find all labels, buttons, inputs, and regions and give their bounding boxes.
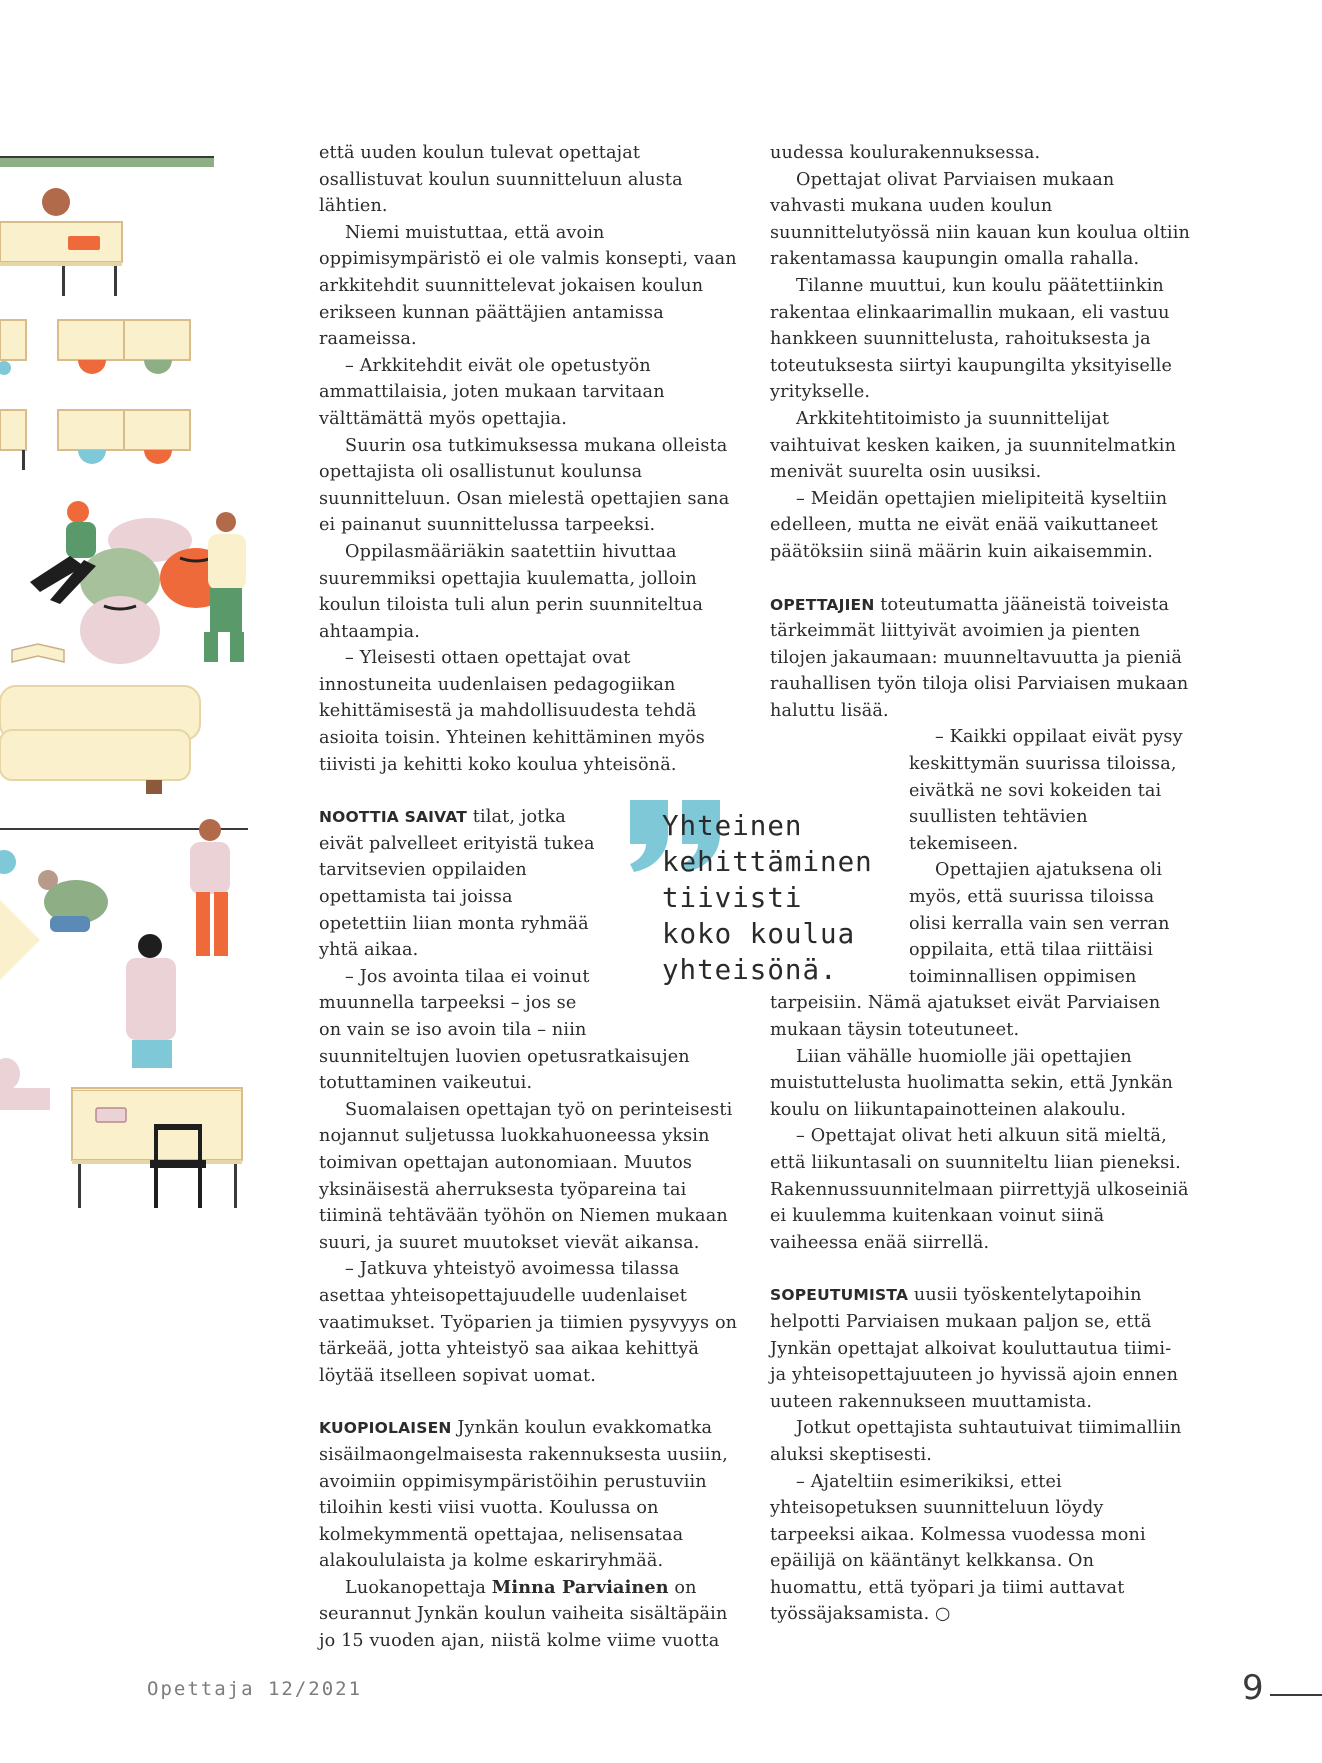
- desk: [0, 222, 122, 262]
- paragraph: Luokanopettaja Minna Parviainen on seurannut Jynkän koulun vaiheita sisältäpäin jo 15 vuoden ajan, niistä kolme viime vuotta: [319, 1576, 728, 1652]
- section-lead: NOOTTIA SAIVAT: [319, 808, 468, 827]
- publication-footer: Opettaja 12/2021: [147, 1678, 363, 1700]
- shelf-top: [0, 158, 214, 167]
- pull-quote-text: Yhteinen kehittäminen tiivisti koko koulua yhteisönä.: [662, 810, 873, 986]
- paragraph: Jotkut opettajista suhtautuivat tiimimalliin aluksi skeptisesti.: [770, 1418, 1182, 1465]
- paragraph: – Arkkitehdit eivät ole opetustyön ammattilaisia, joten mukaan tarvitaan välttämättä myös opettajia.: [319, 355, 665, 429]
- paragraph: – Yleisesti ottaen opettajat ovat innostuneita uudenlaisen pedagogiikan kehittämisestä ja mahdollisuudesta tehdä asioita toisin. Yhteinen kehittäminen myös tiivisti ja kehitti koko koulua yhteisönä.: [319, 648, 705, 775]
- paragraph: Opettajien ajatuksena oli myös, että suurissa tiloissa olisi kerralla vain sen verran oppilaita, että tilaa riittäisi toiminnallisen oppimisen tarpeisiin. Nämä ajatukset eivät Parviaisen mukaan täysin toteutuneet.: [770, 860, 1170, 1040]
- paragraph: – Jos avointa tilaa ei voinut muunnella tarpeeksi – jos se on vain se iso avoin tila – niin suunniteltujen luovien opetusratkaisujen totuttaminen vaikeutui.: [319, 966, 690, 1094]
- paragraph: Liian vähälle huomiolle jäi opettajien muistuttelusta huolimatta sekin, että Jynkän koulu on liikuntapainotteinen alakoulu.: [770, 1046, 1173, 1120]
- classroom-illustration: [0, 0, 260, 1110]
- section-lead: SOPEUTUMISTA: [770, 1286, 909, 1305]
- paragraph: Opettajat olivat Parviaisen mukaan vahvasti mukana uuden koulun suunnittelutyössä niin kauan kun koulua oltiin rakentamassa kaupungin omalla rahalla.: [770, 169, 1190, 270]
- paragraph: Arkkitehtitoimisto ja suunnittelijat vaihtuivat kesken kaiken, ja suunnitelmatkin menivät suurelta osin uusiksi.: [770, 408, 1177, 483]
- paragraph: OPETTAJIEN toteutumatta jääneistä toiveista tärkeimmät liittyivät avoimien ja pienten tilojen jakaumaan: muunneltavuutta ja pieniä rauhallisen työn tiloja olisi Parviaisen mukaan haluttu lisää.: [770, 594, 1189, 721]
- paragraph: KUOPIOLAISEN Jynkän koulun evakkomatka sisäilmaongelmaisesta rakennuksesta uusiin, avoimiin oppimisympäristöihin perustuviin tiloihin kesti viisi vuotta. Koulussa on kolmekymmentä opettajaa, nelisensataa alakoululaista ja kolme eskariryhmää.: [319, 1418, 728, 1572]
- paragraph: – Kaikki oppilaat eivät pysy keskittymän suurissa tiloissa, eivätkä ne sovi kokeiden tai suullisten tehtävien tekemiseen.: [909, 727, 1183, 854]
- page-number: 9: [1242, 1668, 1264, 1708]
- classroom-illustration-lower: [0, 1090, 260, 1220]
- section-lead: KUOPIOLAISEN: [319, 1419, 452, 1438]
- paragraph: uudessa koulurakennuksessa.: [770, 143, 1041, 163]
- paragraph: – Meidän opettajien mielipiteitä kyseltiin edelleen, mutta ne eivät enää vaikuttaneet päätöksiin siinä määrin kuin aikaisemmin.: [770, 488, 1168, 562]
- paragraph: SOPEUTUMISTA uusii työskentelytapoihin helpotti Parviaisen mukaan paljon se, että Jynkän opettajat alkoivat kouluttautua tiimi- ja yhteisopettajuuteen jo hyvissä ajoin ennen uuteen rakennukseen muuttamista.: [770, 1285, 1179, 1412]
- paragraph: Tilanne muuttui, kun koulu päätettiinkin rakentaa elinkaarimallin mukaan, eli vastuu hankkeen suunnittelusta, rahoituksesta ja toteutuksesta siirtyi kaupungilta yksityiselle yritykselle.: [770, 275, 1173, 403]
- paragraph: – Opettajat olivat heti alkuun sitä mieltä, että liikuntasali on suunniteltu liian pieneksi. Rakennussuunnitelmaan piirrettyjä ulkoseiniä ei kuulemma kuitenkaan voinut siinä vaiheessa enää siirrellä.: [770, 1126, 1189, 1253]
- paragraph: Niemi muistuttaa, että avoin oppimisympäristö ei ole valmis konsepti, vaan arkkitehdit suunnittelevat jokaisen koulun erikseen kunnan päättäjien antamissa raameissa.: [319, 222, 737, 350]
- paragraph: Oppilasmääriäkin saatettiin hivuttaa suuremmiksi opettajia kuulematta, jolloin koulun tiloista tuli alun perin suunniteltua ahtaampia.: [319, 541, 704, 642]
- section-lead: OPETTAJIEN: [770, 595, 875, 614]
- paragraph: – Ajateltiin esimerikiksi, ettei yhteisopetuksen suunnitteluun löydy tarpeeksi aikaa. Kolmessa vuodessa moni epäilijä on kääntänyt kelkkansa. On huomattu, että työpari ja tiimi auttavat työssäjaksamista. ○: [770, 1471, 1146, 1625]
- paragraph: NOOTTIA SAIVAT tilat, jotka eivät palvelleet erityistä tukea tarvitsevien oppilaiden opettamista tai joissa opetettiin liian monta ryhmää yhtä aikaa.: [319, 807, 595, 961]
- paragraph: Suomalaisen opettajan työ on perinteisesti nojannut suljetussa luokkahuoneessa yksin toimivan opettajan autonomiaan. Muutos yksinäisestä aherruksesta työpareina tai tiiminä tehtävään työhön on Niemen mukaan suuri, ja suuret muutokset vievät aikansa.: [319, 1099, 733, 1253]
- paragraph: – Jatkuva yhteistyö avoimessa tilassa asettaa yhteisopettajuudelle uudenlaiset vaatimukset. Työparien ja tiimien pysyvyys on tärkeää, jotta yhteistyö saa aikaa kehittyä löytää itselleen sopivat uomat.: [319, 1259, 738, 1386]
- ball-icon: [42, 188, 70, 216]
- book-icon: [68, 236, 100, 250]
- paragraph: Suurin osa tutkimuksessa mukana olleista opettajista oli osallistunut koulunsa suunnitteluun. Osan mielestä opettajien sana ei painanut suunnittelussa tarpeeksi.: [319, 435, 730, 536]
- page-number-rule: [1270, 1694, 1322, 1696]
- paragraph: että uuden koulun tulevat opettajat osallistuvat koulun suunnitteluun alusta lähtien.: [319, 143, 683, 217]
- person-name: Minna Parviainen: [491, 1576, 669, 1598]
